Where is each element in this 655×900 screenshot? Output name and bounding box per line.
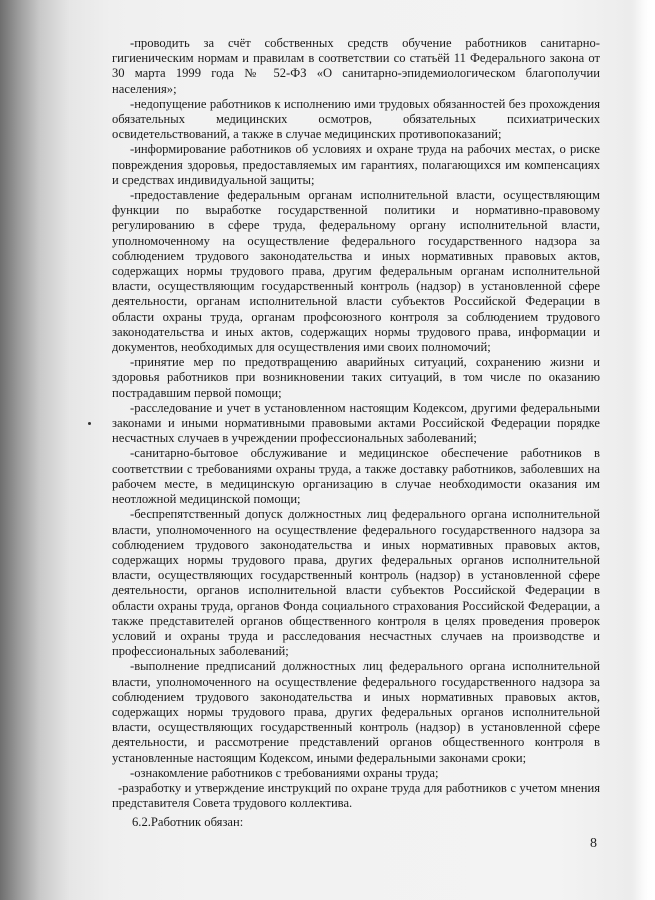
paragraph: -разработку и утверждение инструкций по охране труда для работников с учетом мнения представителя Совета трудового коллектива. [112, 780, 600, 811]
page-edge [633, 0, 655, 900]
paragraph: -ознакомление работников с требованиями охраны труда; [130, 765, 439, 780]
paragraph: -беспрепятственный допуск должностных лиц федерального органа исполнительной власти, уполномоченного на осуществление федерального государственного надзора за соблюдением трудового законодательства и иных нормативных правовых актов, содержащих нормы трудового права, других федеральных органов исполнительной власти, осуществляющих государственный контроль (надзор) в установленной сфере деятельности, органов исполнительной власти субъектов Российской Федерации в области охраны труда, органов Фонда социального страхования Российской Федерации, а также представителей органов общественного контроля в целях проведения проверок условий и охраны труда и расследования несчастных случаев на производстве и профессиональных заболеваний; [112, 507, 600, 659]
margin-dot [88, 422, 91, 425]
section-heading: 6.2.Работник обязан: [132, 815, 244, 830]
paragraph: -расследование и учет в установленном настоящим Кодексом, другими федеральными законами и иными нормативными правовыми актами Российской Федерации порядке несчастных случаев в учреждении профессиональных заболеваний; [112, 400, 600, 446]
document-body [112, 36, 600, 831]
paragraph: -информирование работников об условиях и охране труда на рабочих местах, о риске повреждения здоровья, предоставляемых им гарантиях, полагающихся им компенсациях и средствах индивидуальной защиты; [112, 142, 600, 187]
paragraph: -принятие мер по предотвращению аварийных ситуаций, сохранению жизни и здоровья работников при возникновении таких ситуаций, в том числе по оказанию пострадавшим первой помощи; [112, 355, 600, 400]
paragraph: -проводить за счёт собственных средств обучение работников санитарно-гигиеническим нормам и правилам в соответствии со статьёй 11 Федерального закона от 30 марта 1999 года № 52-ФЗ «О санитарно-эпидемиологическом благополучии населения»; [112, 36, 600, 96]
paragraph: -недопущение работников к исполнению ими трудовых обязанностей без прохождения обязательных медицинских осмотров, обязательных психиатрических освидетельствований, а также в случае медицинских противопоказаний; [112, 96, 600, 142]
page-number: 8 [590, 836, 597, 851]
paragraph: -санитарно-бытовое обслуживание и медицинское обеспечение работников в соответствии с требованиями охраны труда, а также доставку работников, заболевших на рабочем месте, в медицинскую организацию в случае необходимости оказания им неотложной медицинской помощи; [112, 446, 600, 507]
paragraph: -предоставление федеральным органам исполнительной власти, осуществляющим функции по выработке государственной политики и нормативно-правовому регулированию в сфере труда, федеральному органу исполнительной власти, уполномоченному на осуществление федерального государственного надзора за соблюдением трудового законодательства и иных нормативных правовых актов, содержащих нормы трудового права, другим федеральным органам исполнительной власти, осуществляющим государственный контроль (надзор) в установленной сфере деятельности, органам исполнительной власти субъектов Российской Федерации в области охраны труда, органам профсоюзного контроля за соблюдением трудового законодательства и иных актов, содержащих нормы трудового права, информации и документов, необходимых для осуществления ими своих полномочий; [112, 188, 600, 355]
paragraph: -выполнение предписаний должностных лиц федерального органа исполнительной власти, уполномоченного на осуществление федерального государственного надзора за соблюдением трудового законодательства и иных нормативных правовых актов, содержащих нормы трудового права, других федеральных органов исполнительной власти, осуществляющих государственный контроль (надзор) в установленной сфере деятельности, и рассмотрение представлений органов общественного контроля в установленные настоящим Кодексом, иными федеральными законами сроки; [112, 659, 600, 765]
